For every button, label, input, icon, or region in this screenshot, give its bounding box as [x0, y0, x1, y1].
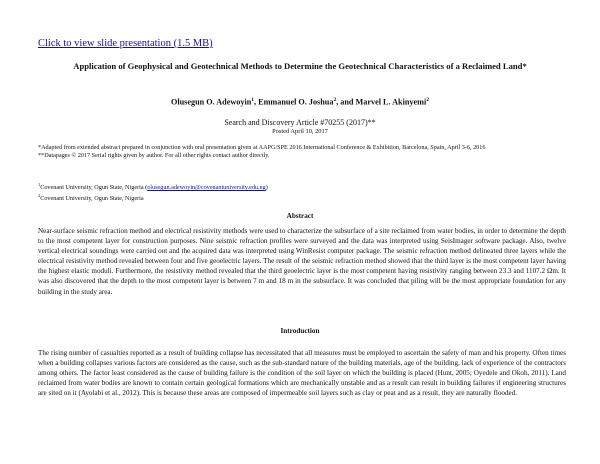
introduction-text: The rising number of casualties reported as a result of building collapse has necessitated that all measures must be employed to ascertain the safety of man and his property. Often times when a building collapses various factors are considered as the cause, such as the sub-standard nature of the building materials, age of the building, lack of experience of the contractors among others. The factor least considered as the cause of building failure is the condition of the soil layer on which the building is placed (Hunt, 2005; Oyedele and Okoh, 2011). Land reclaimed from water bodies are known to contain certain geological formations which are mechanically unstable and as a result can result in building failures if engineering structures are sited on it (Ayolabi et al., 2012). This is because these areas are composed of impermeable soil layers such as clay or peat and as a result, they are naturally flooded.	[38, 349, 566, 398]
affiliation-1	[38, 181, 566, 192]
affiliation-2	[38, 192, 566, 203]
author-separator: ,	[254, 97, 259, 107]
affiliation-2-mark: 2	[38, 193, 41, 199]
abstract-heading: Abstract	[286, 212, 314, 220]
abstract-text: Near-surface seismic refraction method and electrical resistivity methods were used to characterize the subsurface of a site reclaimed from water bodies, in order to determine the depth to the most competent layer for construction purposes. Nine seismic refraction profiles were surveyed and the data was interpreted using SeisImager software package. Also, twelve vertical electrical soundings were carried out and the acquired data was interpreted using WinResist computer package. The seismic refraction method delineated three layers while the electrical resistivity method revealed between four and five geoelectric layers. The result of the seismic refraction method showed that the third layer is the most competent layer having the highest elastic moduli. Furthermore, the resistivity method revealed that the third geoelectric layer is the most competent having resistivity ranging between 23.3 and 1107.2 Ωm. It was also discovered that the depth to the most competent layer is between 7 m and 18 m in the subsurface. It was concluded that piling will be the most appropriate foundation for any building in the study area.	[38, 227, 566, 296]
article-title: Application of Geophysical and Geotechnical Methods to Determine the Geotechnical Characteristics of a Reclaimed Land*	[73, 61, 527, 71]
slide-presentation-link[interactable]: Click to view slide presentation (1.5 MB)	[38, 38, 213, 49]
affiliation-1-mark: 1	[38, 182, 41, 187]
affiliation-1-text: Covenant University, Ogun State, Nigeria (	[40, 184, 148, 192]
author-separator: , and	[336, 97, 356, 107]
author-3-name: Marvel L. Akinyemi	[355, 97, 427, 107]
affiliation-2-text: Covenant University, Ogun State, Nigeria	[40, 195, 144, 203]
author-1-name: Olusegun O. Adewoyin	[170, 97, 252, 107]
author-3-affiliation-mark: 2	[426, 97, 430, 103]
author-line	[0, 97, 600, 107]
article-number: Search and Discovery Article #70255 (2017)**	[224, 118, 376, 127]
introduction-heading: Introduction	[280, 327, 320, 335]
author-2-name: Emmanuel O. Joshua	[258, 97, 334, 107]
author-email-link[interactable]: olusegun.adewoyin@covenantuniversity.edu.ng	[147, 184, 266, 192]
copyright-note: **Datapages © 2017 Serial rights given by author. For all other rights contact author directly.	[38, 152, 270, 160]
affiliation-1-close: )	[265, 184, 268, 192]
footnotes	[38, 144, 566, 161]
posted-date: Posted April 10, 2017	[272, 128, 328, 135]
author-1-affiliation-mark: 1	[251, 97, 255, 103]
author-2-affiliation-mark: 2	[333, 97, 337, 103]
affiliations	[38, 181, 566, 204]
adaptation-note: *Adapted from extended abstract prepared in conjunction with oral presentation given at AAPG/SPE 2016 International Conference & Exhibition, Barcelona, Spain, April 3-6, 2016	[38, 144, 486, 151]
